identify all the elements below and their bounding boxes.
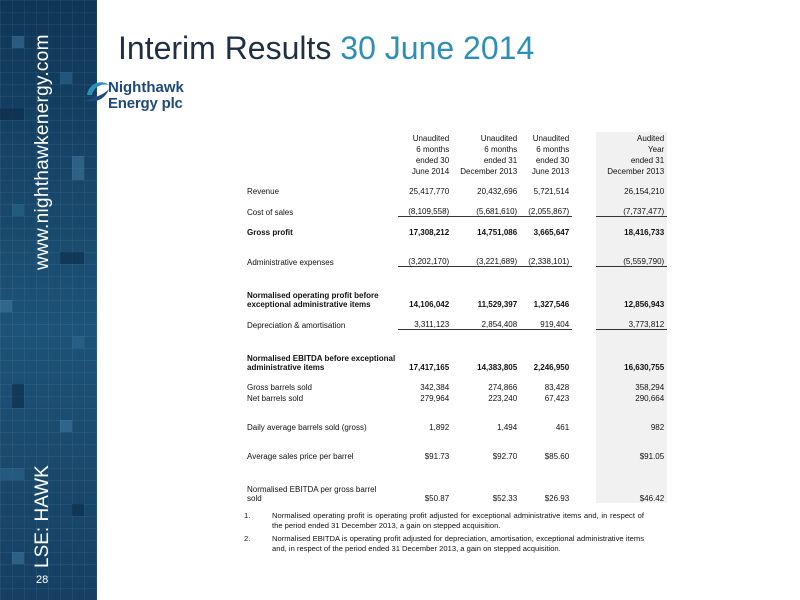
logo-name: Nighthawk — [108, 79, 184, 96]
table-cell: 279,964 — [420, 394, 450, 403]
table-cell: 223,240 — [488, 394, 518, 403]
table-cell: $91.73 — [424, 452, 450, 461]
page-title — [118, 30, 534, 67]
table-row — [244, 205, 667, 217]
table-cell: (3,221,689) — [452, 255, 520, 267]
header-cell: Year — [596, 143, 667, 154]
table-cell: 358,294 — [596, 381, 667, 392]
table-cell: 12,856,943 — [596, 285, 667, 309]
logo-sub: Energy plc — [108, 95, 183, 112]
table-cell: 3,311,123 — [398, 318, 452, 330]
table-cell: 342,384 — [420, 383, 450, 392]
header-cell: Unaudited — [480, 134, 518, 143]
table-row — [244, 348, 667, 372]
table-cell: 3,773,812 — [596, 318, 667, 330]
header-cell: June 2014 — [411, 167, 450, 176]
table-cell: 290,664 — [596, 392, 667, 403]
footnote — [244, 534, 644, 554]
header-cell: ended 31 — [483, 156, 518, 165]
header-row — [244, 165, 667, 176]
table-cell: 2,854,408 — [452, 318, 520, 330]
footnote-number: 2. — [244, 534, 251, 543]
table-cell: (3,202,170) — [398, 255, 452, 267]
row-label: Gross profit — [247, 228, 293, 237]
table-row — [244, 318, 667, 330]
table-cell: 14,106,042 — [409, 300, 450, 309]
table-cell: 83,428 — [544, 383, 570, 392]
table-row — [244, 381, 667, 392]
table-cell: (2,338,101) — [520, 255, 572, 267]
header-cell: 6 months — [484, 145, 518, 154]
table-row — [244, 185, 667, 196]
table-row — [244, 226, 667, 237]
table-cell: 11,529,397 — [477, 300, 518, 309]
financial-table — [244, 132, 667, 503]
table-cell: (2,055,867) — [520, 205, 572, 217]
table-cell: 919,404 — [520, 318, 572, 330]
exchange-ticker: LSE: HAWK — [32, 465, 53, 568]
header-cell: ended 30 — [415, 156, 450, 165]
table-cell: 14,383,805 — [477, 363, 518, 372]
table-cell: 982 — [596, 421, 667, 432]
row-label: Net barrels sold — [247, 394, 304, 403]
table-cell: 3,665,647 — [533, 228, 570, 237]
table-cell: $85.60 — [544, 452, 570, 461]
table-cell: 17,308,212 — [409, 228, 450, 237]
table-row — [244, 392, 667, 403]
table-row — [244, 421, 667, 432]
nighthawk-logo-icon — [83, 75, 111, 115]
table-cell: $46.42 — [596, 479, 667, 503]
header-cell: Unaudited — [412, 134, 450, 143]
row-label: Daily average barrels sold (gross) — [247, 423, 367, 432]
header-cell: ended 31 — [596, 154, 667, 165]
footnote-text: Normalised EBITDA is operating profit adjusted for depreciation, amortisation, exceptional administrative items and, in respect of the period ended 31 December 2013, a gain on stepped acquisition. — [272, 534, 644, 553]
table-cell: 67,423 — [544, 394, 570, 403]
title-highlight: 30 June 2014 — [340, 30, 535, 66]
table-cell: $52.33 — [492, 494, 518, 503]
header-cell: December 2013 — [460, 167, 518, 176]
row-label: Administrative expenses — [247, 257, 334, 267]
row-label: Average sales price per barrel — [247, 452, 354, 461]
table-cell: (7,737,477) — [596, 205, 667, 217]
table-cell: $50.87 — [424, 494, 450, 503]
table-cell: 18,416,733 — [596, 226, 667, 237]
header-cell: June 2013 — [531, 167, 570, 176]
table-cell: (5,559,790) — [596, 255, 667, 267]
header-cell: 6 months — [536, 145, 570, 154]
table-cell: 1,494 — [497, 423, 518, 432]
table-cell: (8,109,558) — [398, 205, 452, 217]
footnote — [244, 511, 644, 531]
header-row — [244, 154, 667, 165]
header-cell: Audited — [596, 132, 667, 143]
table-row — [244, 285, 667, 309]
table-cell: 14,751,086 — [477, 228, 518, 237]
table-cell: 17,417,165 — [409, 363, 450, 372]
header-row — [244, 143, 667, 154]
header-cell: ended 30 — [535, 156, 570, 165]
company-logo — [83, 75, 184, 119]
page-number: 28 — [36, 574, 49, 586]
table-cell: 2,246,950 — [533, 363, 570, 372]
table-cell: $91.05 — [596, 450, 667, 461]
table-row — [244, 479, 667, 503]
footnote-text: Normalised operating profit is operating profit adjusted for exceptional administrative items and, in respect of the period ended 31 December 2013, a gain on stepped acquisition. — [272, 511, 644, 530]
table-cell: 1,327,546 — [533, 300, 570, 309]
row-label: Gross barrels sold — [247, 383, 312, 392]
header-cell: Unaudited — [532, 134, 570, 143]
title-main: Interim Results — [118, 30, 332, 66]
table-cell: 16,630,755 — [596, 348, 667, 372]
table-row — [244, 450, 667, 461]
row-label: Normalised operating profit before exceptional administrative items — [247, 291, 379, 309]
table-cell: 461 — [555, 423, 570, 432]
header-cell: December 2013 — [596, 165, 667, 176]
table-cell: $92.70 — [492, 452, 518, 461]
row-label: Revenue — [247, 187, 280, 196]
header-row — [244, 132, 667, 143]
table-cell: $26.93 — [544, 494, 570, 503]
website-url: www.nighthawkenergy.com — [32, 34, 53, 270]
table-cell: 1,892 — [429, 423, 450, 432]
row-label: Normalised EBITDA before exceptional administrative items — [247, 354, 396, 372]
table-cell: 26,154,210 — [596, 185, 667, 196]
row-label: Cost of sales — [247, 207, 294, 217]
table-cell: 5,721,514 — [533, 187, 570, 196]
header-cell: 6 months — [416, 145, 450, 154]
table-cell: 274,866 — [488, 383, 518, 392]
table-row — [244, 255, 667, 267]
table-cell: 25,417,770 — [409, 187, 450, 196]
table-cell: 20,432,696 — [477, 187, 518, 196]
row-label: Normalised EBITDA per gross barrel sold — [247, 485, 377, 503]
footnotes — [244, 511, 644, 557]
footnote-number: 1. — [244, 511, 251, 520]
table-cell: (5,681,610) — [452, 205, 520, 217]
row-label: Depreciation & amortisation — [247, 320, 346, 330]
